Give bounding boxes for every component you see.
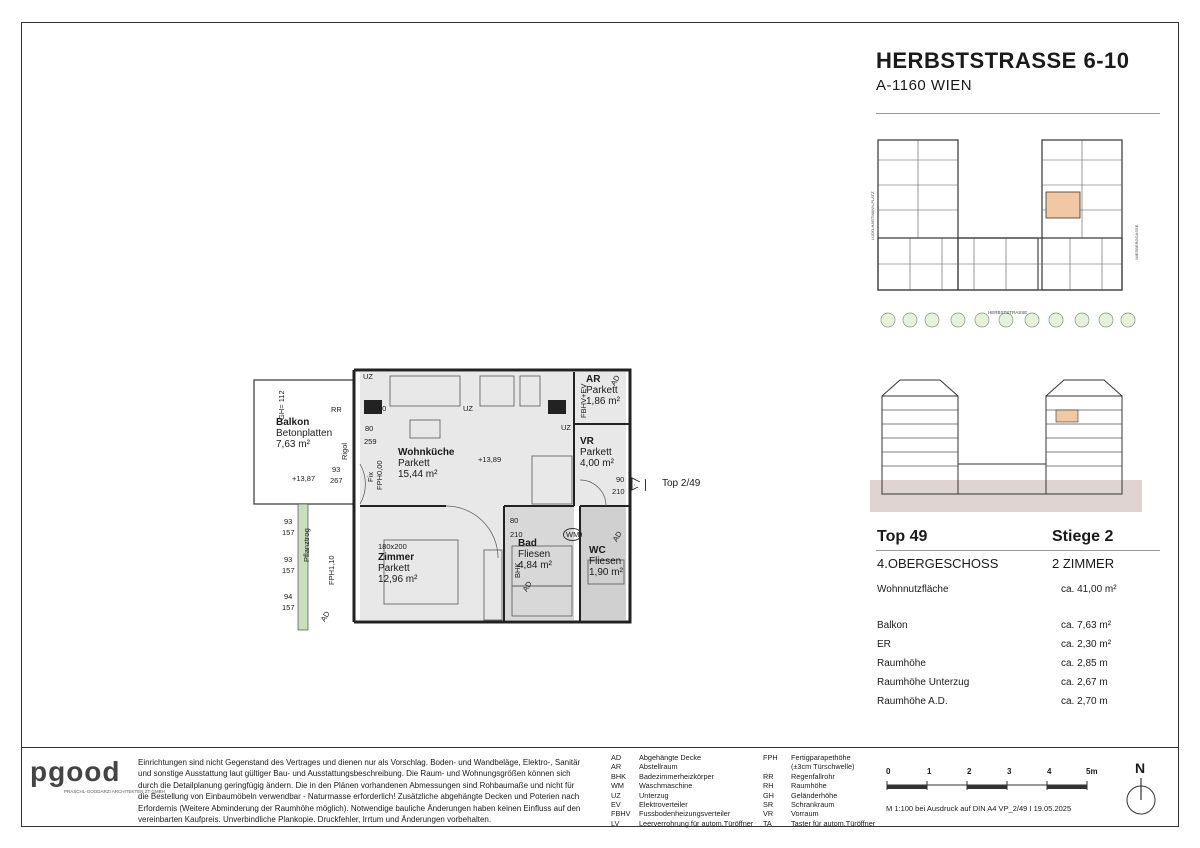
room-name: Balkon [276,417,310,428]
room-name: Bad [518,538,537,549]
uz-label: UZ [463,404,473,413]
legend-value: Schrankraum [791,800,835,810]
area-value: ca. 2,30 m² [1061,639,1112,650]
scale-bar [886,780,1096,792]
north-label: N [1135,760,1146,776]
legend-value: Leerverrohrung für autom.Türöffner [639,818,754,828]
fph-label: FPH1,10 [327,555,336,585]
area-label: Raumhöhe A.D. [877,696,948,707]
dim-label: 80 [365,424,374,433]
disclaimer-line: und sonstige Ausstattung laut gültiger Bau- und Ausstattungsbeschreibung. Die Raum- und Wohnungsgrößen können sich [138,769,571,779]
entry-top-label: Top 2/49 [662,478,701,489]
legend-key: LV [611,818,620,828]
area-label: Raumhöhe Unterzug [877,677,970,688]
building-section [870,372,1142,512]
unit-highlight [1046,192,1080,218]
legend-key: WM [611,781,624,791]
gh-label: GH= 112 [277,390,286,420]
legend-value: Regenfallrohr [791,771,835,781]
legend-key: SR [763,800,774,810]
legend-value: Unterzug [639,790,669,800]
room-name: WC [589,545,606,556]
area-value: ca. 2,70 m [1061,696,1108,707]
legend-value: Fussbodenheizungsverteiler [639,809,731,819]
room-area: 15,44 m² [398,469,438,480]
ad-label: AD [520,579,534,594]
room-floor: Betonplatten [276,428,333,439]
section-unit-highlight [1056,410,1078,422]
legend-value: Vorraum [791,809,819,819]
legend-value: Fertigparapethöhe [791,753,851,762]
project-title: HERBSTSTRASSE 6-10 [876,48,1130,73]
room-floor: Parkett [398,458,430,469]
legend-key: EV [611,800,621,810]
wm-label: WM [563,528,582,541]
legend-value: Raumhöhe [791,781,827,791]
legend-key: BHK [611,771,627,781]
room-balkon [276,417,332,450]
dim-label: 259 [364,437,377,446]
company-logo: pgood [30,756,121,787]
legend-value: Waschmaschine [639,781,693,791]
dim-label: 90 [616,475,625,484]
room-area: 7,63 m² [276,439,310,450]
area-value: ca. 2,67 m [1061,677,1108,688]
room-name: Wohnküche [398,447,455,458]
uz-label: UZ [561,423,571,432]
dim-label: 210 [510,530,523,539]
legend-key: FPH [763,753,778,762]
area-value: ca. 2,85 m [1061,658,1108,669]
disclaimer-line: Einrichtungen sind nicht Gegenstand des Vertrages und dienen nur als Vorschlag. Boden- und Wandbeläge, Elektro-, Sanitär [138,758,581,767]
footer-divider [21,747,1179,748]
room-area: 4,00 m² [580,458,614,469]
disclaimer-text [138,757,598,825]
dim-label: 93 [284,555,293,564]
disclaimer-line: durch die Detailplanung geringfügig ändern. Die in den Plänen vorhandenen Abmessungen sind Rohbaumaße und nicht für [138,780,575,790]
area-value: ca. 7,63 m² [1061,620,1112,631]
dim-label: 157 [282,528,295,537]
legend-value: Badezimmerheizkörper [639,771,715,781]
street-bottom-label: HERBSTSTRASSE [988,310,1028,315]
room-name: Zimmer [378,552,415,563]
dim-label: 93 [332,465,341,474]
disclaimer-line: Erfordernis (Weitere Abminderung der Raumhöhe möglich). Notwendige bauliche Änderungen haben keinen Einfluss auf den [138,803,581,813]
ad-label: AD [318,609,332,624]
rigol-label: Rigol [340,442,349,460]
dim-label: 267 [330,476,343,485]
legend-value: Abgehängte Decke [639,753,702,762]
area-label: Raumhöhe [877,658,926,669]
level-label: +13,89 [478,455,502,464]
area-value: ca. 41,00 m² [1061,584,1117,595]
room-floor: Parkett [586,385,618,396]
room-bad [518,538,552,571]
rr-label: RR [331,405,342,414]
level-label: +13,87 [292,474,316,483]
legend-key: UZ [611,790,621,800]
ad-label: AD [610,529,624,544]
legend-key: GH [763,790,774,800]
legend-key: AR [611,762,622,772]
legend-column-2 [763,753,875,828]
room-area: 4,84 m² [518,560,552,571]
room-floor: Parkett [378,563,410,574]
legend-value: Taster für autom.Türöffner [791,818,876,828]
room-wc [589,545,623,578]
street-left-label: LUDO-HARTMANN-PLATZ [870,191,875,240]
legend-column-1 [611,753,753,828]
room-zimmer [378,552,417,585]
fix-label: Fix [366,472,375,482]
room-wohnkueche [398,447,454,480]
dim-label: 94 [284,592,293,601]
unit-floor: 4.OBERGESCHOSS [877,556,999,571]
legend-key: FBHV [611,809,631,819]
street-right-label: WIESBERGGASSE [1134,224,1139,260]
fph-label: FPH0,00 [375,460,384,490]
ev-label: FBHV+EV [579,383,588,418]
dim-label: 210 [612,487,625,496]
scale-tick-label: 1 [927,767,932,776]
bed-size-label: 180x200 [378,542,407,551]
area-label: Wohnnutzfläche [877,584,949,595]
unit-rooms: 2 ZIMMER [1052,556,1115,571]
area-label: Balkon [877,620,908,631]
unit-top-label: Top 49 [877,528,928,545]
room-area: 1,90 m² [589,567,623,578]
room-area: 1,86 m² [586,396,620,407]
scale-tick-label: 4 [1047,767,1052,776]
scale-tick-label: 5m [1086,767,1098,776]
ad-label: AD [608,373,622,388]
legend-key: RR [763,771,774,781]
dim-label: 80 [510,516,519,525]
legend-value: (±3cm Türschwelle) [791,762,855,772]
legend-value: Abstellraum [639,762,678,772]
pflanztrog-label: Pflanztrog [302,528,311,562]
room-area: 12,96 m² [378,574,418,585]
legend-value: Elektroverteiler [639,800,688,810]
unit-divider [876,550,1160,551]
legend-key: AD [611,753,622,762]
room-floor: Parkett [580,447,612,458]
scale-note: M 1:100 bei Ausdruck auf DIN A4 VP_2/49 I 19.05.2025 [886,804,1072,813]
disclaimer-line: vereinbarten Kaufpreis. Unverbindliche Plankopie. Druckfehler, Irrtum und Änderungen vorbehalten. [138,815,492,825]
dim-label: 157 [282,603,295,612]
room-name: VR [580,436,594,447]
scale-tick-label: 0 [886,767,891,776]
uz-label: UZ [363,372,373,381]
room-floor: Fliesen [518,549,551,560]
dim-label: 93 [284,517,293,526]
north-arrow-icon [1124,776,1158,824]
legend-key: VR [763,809,774,819]
project-city: A-1160 WIEN [876,77,973,94]
legend-key: RH [763,781,774,791]
scale-tick-label: 3 [1007,767,1012,776]
bhk-label: BHK [513,562,522,578]
company-logo-sub: PRASCHL-GOODARZI ARCHITEKTEN ZT GMBH [64,789,165,794]
dim-label: 80 [378,404,387,413]
legend-key: TA [763,818,772,828]
unit-stiege-label: Stiege 2 [1052,528,1114,545]
legend-value: Geländerhöhe [791,790,838,800]
scale-tick-label: 2 [967,767,972,776]
site-key-plan [870,130,1142,335]
header-divider [876,113,1160,114]
area-label: ER [877,639,891,650]
room-name: AR [586,374,601,385]
room-vr [580,436,614,469]
room-floor: Fliesen [589,556,622,567]
disclaimer-line: die Bestellung von Einbaumöbeln verwendbar - Naturmasse erforderlich! Zusätzliche abgehängte Decken und Poterien nach [138,792,580,802]
dim-label: 157 [282,566,295,575]
